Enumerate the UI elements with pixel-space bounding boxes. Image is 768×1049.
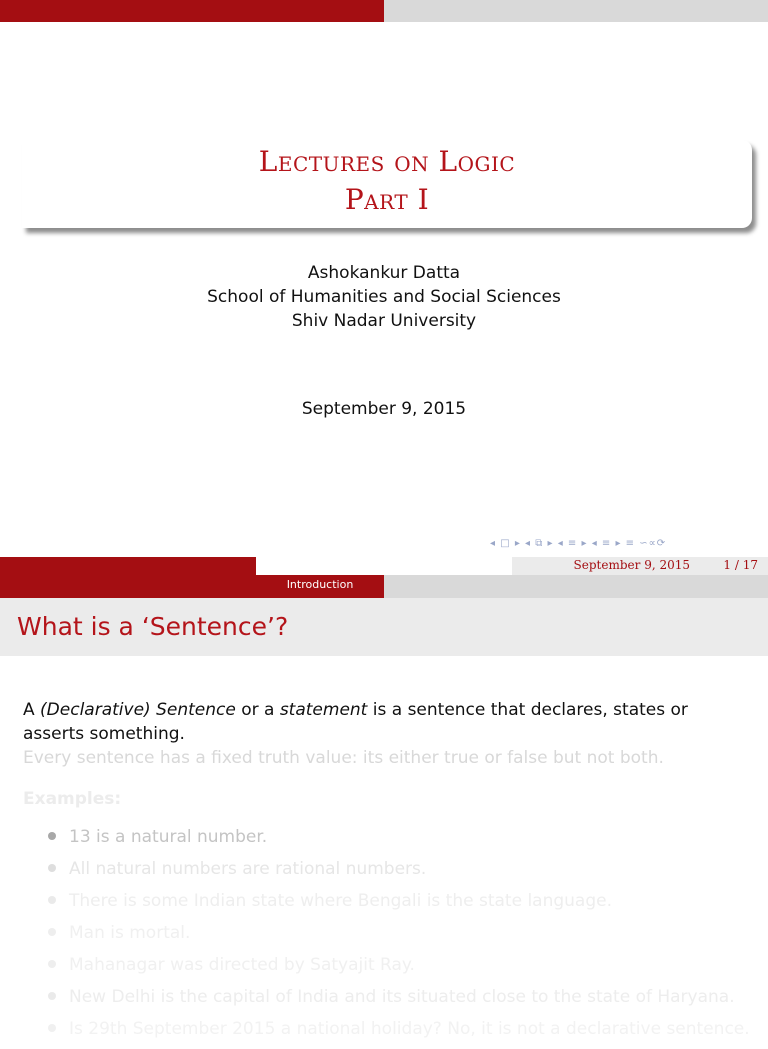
footer-page-number: 1 / 17 (723, 558, 758, 572)
definition-term-sentence: (Declarative) Sentence (40, 700, 236, 720)
presentation-subtitle: Part I (344, 183, 430, 216)
example-text: 13 is a natural number. (69, 827, 268, 847)
footer-date: September 9, 2015 (573, 558, 690, 572)
section-label[interactable]: Introduction (286, 578, 354, 591)
definition-suffix: is a sentence that declares, states or asserts something. (23, 700, 688, 744)
bullet-icon (48, 864, 56, 872)
list-item (48, 985, 748, 1017)
truth-value-sentence: Every sentence has a fixed truth value: its either true or false but not both. (23, 748, 664, 768)
bullet-icon (48, 896, 56, 904)
beamer-navigation-icons[interactable]: ◂ □ ▸ ◂ ⧉ ▸ ◂ ≡ ▸ ◂ ≡ ▸ ≡ ∽∝⟳ (490, 538, 667, 549)
bullet-icon (48, 832, 56, 840)
example-text: Mahanagar was directed by Satyajit Ray. (69, 955, 415, 975)
list-item (48, 953, 748, 985)
title-box (22, 140, 752, 228)
list-item (48, 825, 748, 857)
slide-header (0, 598, 768, 656)
presentation-date: September 9, 2015 (301, 399, 467, 419)
bullet-icon (48, 960, 56, 968)
footer-red-block (0, 557, 256, 598)
definition-paragraph (23, 698, 748, 746)
bullet-icon (48, 1024, 56, 1032)
example-text: All natural numbers are rational numbers. (69, 859, 427, 879)
list-item (48, 921, 748, 953)
bullet-icon (48, 928, 56, 936)
example-text: Man is mortal. (69, 923, 191, 943)
examples-list (48, 825, 748, 1049)
slide-title: What is a ‘Sentence’? (17, 612, 289, 641)
section-band (384, 575, 768, 598)
footer-white-block (256, 557, 512, 575)
definition-middle: or a (235, 700, 280, 720)
bullet-icon (48, 992, 56, 1000)
author-university: Shiv Nadar University (291, 311, 477, 331)
example-text: Is 29th September 2015 a national holiday? No, it is not a declarative sentence. (69, 1019, 750, 1039)
list-item (48, 889, 748, 921)
top-progress-bar-filled (0, 0, 384, 22)
examples-heading: Examples: (23, 789, 122, 809)
author-name: Ashokankur Datta (307, 263, 461, 283)
top-progress-bar-empty (384, 0, 768, 22)
example-text: There is some Indian state where Bengali is the state language. (69, 891, 613, 911)
definition-prefix: A (23, 700, 41, 720)
example-text: New Delhi is the capital of India and its situated close to the state of Haryana. (69, 987, 735, 1007)
presentation-title: Lectures on Logic (258, 145, 516, 178)
definition-term-statement: statement (279, 700, 368, 720)
list-item (48, 1017, 748, 1049)
list-item (48, 857, 748, 889)
author-school: School of Humanities and Social Sciences (207, 287, 561, 307)
